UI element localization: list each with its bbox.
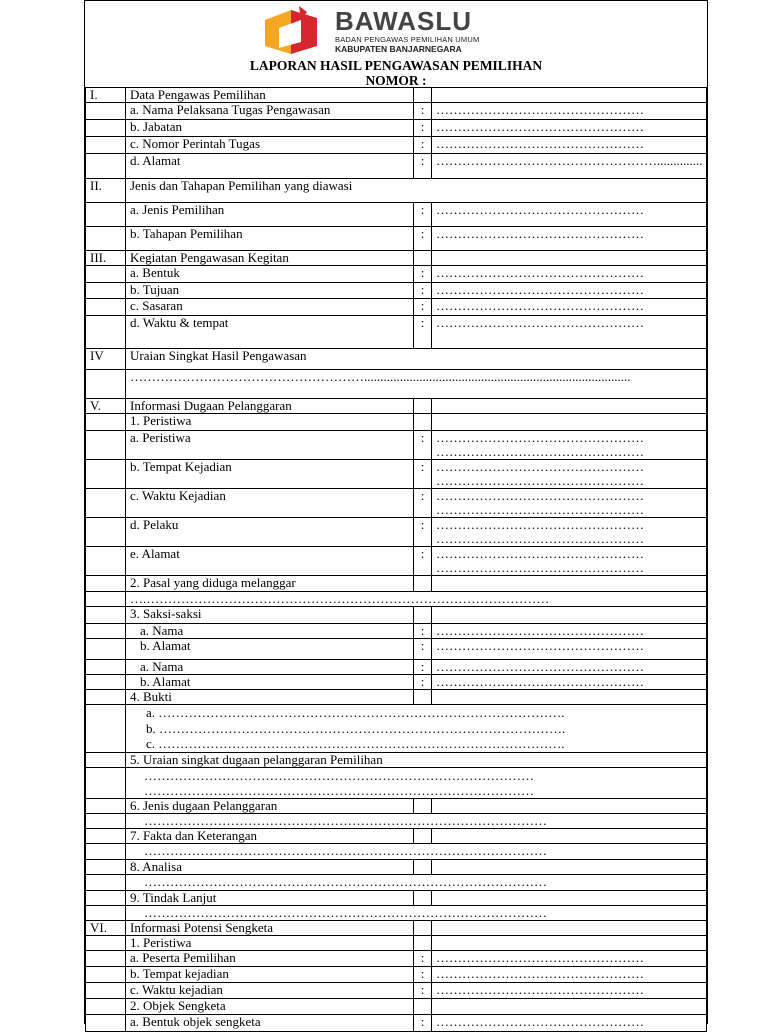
field-value[interactable]: ………………………………………… ………………………………………… <box>432 489 707 518</box>
colon: : <box>414 227 432 251</box>
colon: : <box>414 675 432 690</box>
sub-heading: 2. Objek Sengketa <box>126 998 414 1014</box>
field-label: a. Nama <box>126 624 414 639</box>
sub-heading: 5. Uraian singkat dugaan pelanggaran Pemilihan <box>126 752 707 767</box>
table-row <box>86 460 707 489</box>
field-value[interactable]: ………………………………………… <box>432 639 707 660</box>
colon: : <box>414 966 432 982</box>
table-row <box>86 607 707 624</box>
table-row <box>86 266 707 283</box>
field-value[interactable]: ………………………………………… <box>432 266 707 283</box>
field-label: a. Jenis Pemilihan <box>126 203 414 227</box>
sub-heading: 8. Analisa <box>126 859 414 874</box>
sub-heading: 9. Tindak Lanjut <box>126 890 414 905</box>
summary-line[interactable]: ……………………………………………….................................................................................. <box>126 370 707 399</box>
table-row <box>86 660 707 675</box>
table-row <box>86 874 707 890</box>
section-title: Kegiatan Pengawasan Kegitan <box>126 251 414 266</box>
bawaslu-logo-icon <box>261 6 325 58</box>
field-value[interactable]: ………………………………………… <box>432 227 707 251</box>
table-row <box>86 592 707 607</box>
table-row <box>86 1014 707 1031</box>
field-value[interactable]: ………………………………………… <box>432 299 707 316</box>
field-value[interactable]: ………………………………………… ………………………………………… <box>432 547 707 576</box>
field-label: a. Bentuk objek sengketa <box>126 1014 414 1031</box>
field-value[interactable]: ………………………………………… <box>432 137 707 154</box>
field-value[interactable]: ………………………………………… <box>432 1014 707 1031</box>
document-title: LAPORAN HASIL PENGAWASAN PEMILIHAN <box>249 58 543 73</box>
colon: : <box>414 120 432 137</box>
org-region: KABUPATEN BANJARNEGARA <box>335 44 462 54</box>
colon: : <box>414 299 432 316</box>
evidence-a: a. …………………………………………………………………………………. <box>146 705 565 720</box>
table-row <box>86 690 707 705</box>
section-number: VI. <box>86 920 126 935</box>
table-row <box>86 982 707 998</box>
colon: : <box>414 203 432 227</box>
field-label: d. Pelaku <box>126 518 414 547</box>
table-row <box>86 813 707 828</box>
section-number: II. <box>86 179 126 203</box>
field-value[interactable]: ………………………………………… <box>432 103 707 120</box>
sub-heading: 1. Peristiwa <box>126 414 414 431</box>
section-iv-header <box>86 349 707 370</box>
org-subtitle: BADAN PENGAWAS PEMILIHAN UMUM <box>335 35 480 44</box>
table-row <box>86 767 707 798</box>
section-title: Uraian Singkat Hasil Pengawasan <box>126 349 707 370</box>
table-row <box>86 798 707 813</box>
colon: : <box>414 1014 432 1031</box>
field-value[interactable]: ………………………………………… <box>432 203 707 227</box>
colon: : <box>414 950 432 966</box>
field-label: b. Alamat <box>126 639 414 660</box>
section-number: IV <box>86 349 126 370</box>
field-value[interactable]: ………………………………………… ………………………………………… <box>432 460 707 489</box>
colon: : <box>414 624 432 639</box>
sub-heading: 7. Fakta dan Keterangan <box>126 828 414 843</box>
field-value[interactable]: ………………………………………… <box>432 316 707 349</box>
table-row <box>86 154 707 179</box>
evidence-c: c. …………………………………………………………………………………. <box>146 736 565 751</box>
table-row <box>86 639 707 660</box>
letterhead <box>85 1 707 87</box>
colon: : <box>414 639 432 660</box>
table-row <box>86 283 707 299</box>
field-label: a. Peristiwa <box>126 431 414 460</box>
org-name: BAWASLU <box>335 6 472 36</box>
sub-heading: 6. Jenis dugaan Pelanggaran <box>126 798 414 813</box>
colon: : <box>414 518 432 547</box>
table-row <box>86 935 707 950</box>
table-row <box>86 489 707 518</box>
section-number: III. <box>86 251 126 266</box>
colon: : <box>414 283 432 299</box>
section-title: Informasi Dugaan Pelanggaran <box>126 399 414 414</box>
answer-line[interactable]: ….………………………………………………………………………………… <box>126 592 707 607</box>
table-row <box>86 431 707 460</box>
section-v-header <box>86 399 707 414</box>
field-value[interactable]: ………………………………………… <box>432 660 707 675</box>
colon: : <box>414 660 432 675</box>
field-label: b. Jabatan <box>126 120 414 137</box>
field-value[interactable]: ………………………………………… ………………………………………… <box>432 518 707 547</box>
field-label: b. Tujuan <box>126 283 414 299</box>
document-page <box>84 0 708 1029</box>
table-row <box>86 905 707 920</box>
table-row <box>86 120 707 137</box>
sub-heading: 4. Bukti <box>126 690 414 705</box>
colon: : <box>414 137 432 154</box>
table-row <box>86 203 707 227</box>
colon: : <box>414 489 432 518</box>
answer-line[interactable]: ………………………………………………………………………………… <box>126 813 707 828</box>
field-label: c. Nomor Perintah Tugas <box>126 137 414 154</box>
evidence-b: b. …………………………………………………………………………………. <box>146 720 566 736</box>
table-row <box>86 624 707 639</box>
table-row <box>86 890 707 905</box>
field-value[interactable]: ………………………………………… <box>432 950 707 966</box>
field-value[interactable]: ………………………………………… ………………………………………… <box>432 431 707 460</box>
document-number-label: NOMOR : <box>365 73 427 88</box>
colon: : <box>414 154 432 179</box>
colon: : <box>414 316 432 349</box>
table-row <box>86 859 707 874</box>
colon: : <box>414 266 432 283</box>
evidence-list[interactable] <box>126 705 707 753</box>
section-title: Jenis dan Tahapan Pemilihan yang diawasi <box>126 179 707 203</box>
answer-line[interactable]: ………………………………………………………………………………… <box>126 843 707 859</box>
field-label: b. Tempat kejadian <box>126 966 414 982</box>
colon: : <box>414 460 432 489</box>
field-label: e. Alamat <box>126 547 414 576</box>
table-row <box>86 316 707 349</box>
table-row <box>86 547 707 576</box>
table-row <box>86 227 707 251</box>
section-vi-header <box>86 920 707 935</box>
table-row <box>86 518 707 547</box>
colon: : <box>414 547 432 576</box>
field-label: b. Tahapan Pemilihan <box>126 227 414 251</box>
field-label: a. Nama <box>126 660 414 675</box>
table-row <box>86 103 707 120</box>
section-i-header <box>86 88 707 103</box>
section-number: I. <box>86 88 126 103</box>
field-label: d. Alamat <box>126 154 414 179</box>
field-label: c. Sasaran <box>126 299 414 316</box>
section-title: Data Pengawas Pemilihan <box>126 88 414 103</box>
field-label: c. Waktu kejadian <box>126 982 414 998</box>
table-row <box>86 675 707 690</box>
field-value[interactable]: ………………………………………… <box>432 966 707 982</box>
field-value[interactable]: ………………………………………… <box>432 675 707 690</box>
field-value[interactable]: …………………………………………….............. <box>432 154 707 179</box>
field-label: a. Nama Pelaksana Tugas Pengawasan <box>126 103 414 120</box>
table-row <box>86 966 707 982</box>
field-value[interactable]: ………………………………………… <box>432 624 707 639</box>
answer-line[interactable]: ………………………………………………………………………………… <box>126 905 707 920</box>
colon: : <box>414 103 432 120</box>
field-value[interactable]: ………………………………………… <box>432 120 707 137</box>
table-row <box>86 370 707 399</box>
colon: : <box>414 982 432 998</box>
report-form-table <box>85 87 707 1032</box>
org-block <box>335 7 479 54</box>
table-row <box>86 414 707 431</box>
table-row <box>86 828 707 843</box>
table-row <box>86 299 707 316</box>
field-label: a. Bentuk <box>126 266 414 283</box>
table-row <box>86 998 707 1014</box>
sub-heading: 3. Saksi-saksi <box>126 607 414 624</box>
field-label: c. Waktu Kejadian <box>126 489 414 518</box>
table-row <box>86 705 707 753</box>
section-number: V. <box>86 399 126 414</box>
section-ii-header <box>86 179 707 203</box>
field-value[interactable]: ………………………………………… <box>432 982 707 998</box>
colon: : <box>414 431 432 460</box>
table-row <box>86 950 707 966</box>
field-label: a. Peserta Pemilihan <box>126 950 414 966</box>
field-label: d. Waktu & tempat <box>126 316 414 349</box>
table-row <box>86 576 707 592</box>
sub-heading: 1. Peristiwa <box>126 935 414 950</box>
field-value[interactable]: ………………………………………… <box>432 283 707 299</box>
answer-lines[interactable]: ……………………………………………………………………………… ……………………………………………………………………………… <box>126 767 707 798</box>
table-row <box>86 137 707 154</box>
table-row <box>86 752 707 767</box>
section-iii-header <box>86 251 707 266</box>
table-row <box>86 843 707 859</box>
answer-line[interactable]: ………………………………………………………………………………… <box>126 874 707 890</box>
field-label: b. Alamat <box>126 675 414 690</box>
field-label: b. Tempat Kejadian <box>126 460 414 489</box>
section-title: Informasi Potensi Sengketa <box>126 920 414 935</box>
sub-heading: 2. Pasal yang diduga melanggar <box>126 576 414 592</box>
